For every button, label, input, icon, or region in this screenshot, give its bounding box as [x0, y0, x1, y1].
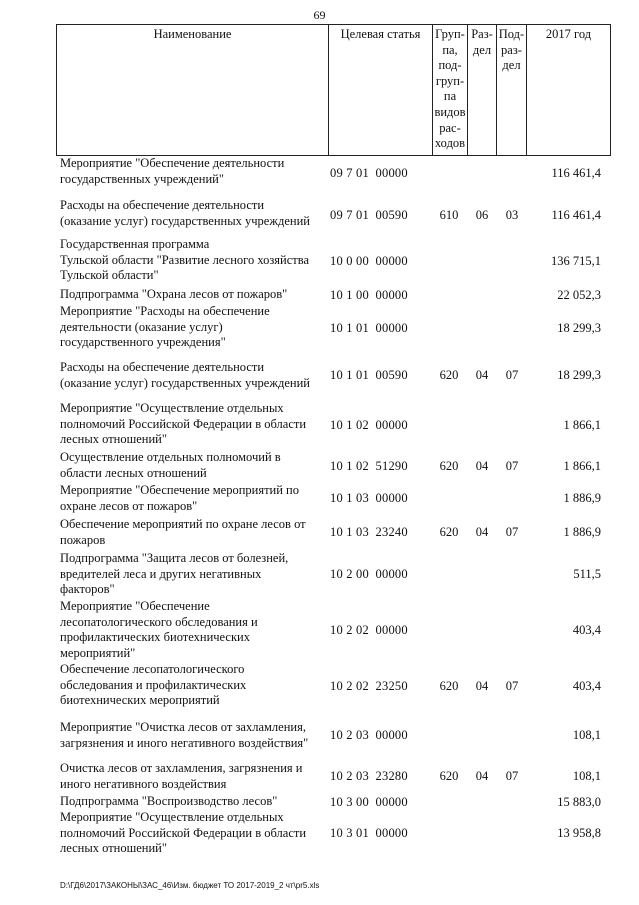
header-target: Целевая статья [328, 25, 432, 155]
row-group: 620 [439, 769, 459, 783]
page-number: 69 [313, 8, 326, 22]
row-name: Подпрограмма "Защита лесов от болезней, вредителей леса и других негативных факторов" [60, 551, 289, 597]
row-name: Мероприятие "Очистка лесов от захламления, загрязнения и иного негативного воздействия" [60, 720, 309, 750]
row-code: 10 1 02 51290 [330, 459, 408, 473]
row-amount: 15 883,0 [557, 795, 601, 809]
row-name: Мероприятие "Обеспечение деятельности государственных учреждений" [60, 156, 285, 186]
row-amount: 403,4 [572, 623, 601, 637]
row-section: 04 [475, 525, 489, 539]
header-year: 2017 год [526, 25, 611, 155]
row-name: Подпрограмма "Воспроизводство лесов" [60, 794, 278, 808]
header-name: Наименование [56, 25, 328, 155]
row-subsection: 07 [505, 679, 519, 693]
row-amount: 22 052,3 [557, 288, 601, 302]
row-code: 10 3 01 00000 [330, 826, 408, 840]
row-code: 10 1 00 00000 [330, 288, 408, 302]
row-amount: 18 299,3 [557, 368, 601, 382]
row-amount: 108,1 [572, 728, 601, 742]
row-amount: 1 866,1 [563, 418, 601, 432]
row-name: Государственная программа Тульской области "Развитие лесного хозяйства Тульской области" [60, 237, 310, 283]
row-subsection: 07 [505, 459, 519, 473]
row-section: 06 [475, 208, 489, 222]
row-amount: 1 866,1 [563, 459, 601, 473]
row-code: 10 1 01 00000 [330, 321, 408, 335]
row-code: 10 2 00 00000 [330, 567, 408, 581]
row-subsection: 03 [505, 208, 519, 222]
row-amount: 116 461,4 [551, 208, 601, 222]
row-code: 09 7 01 00590 [330, 208, 408, 222]
row-name: Обеспечение лесопатологического обследования и профилактических биотехнических мероприятий [60, 662, 247, 708]
row-amount: 136 715,1 [551, 254, 601, 268]
header-subsection: Под- раз- дел [496, 25, 526, 155]
row-name: Подпрограмма "Охрана лесов от пожаров" [60, 287, 288, 301]
row-name: Осуществление отдельных полномочий в области лесных отношений [60, 450, 281, 480]
row-amount: 116 461,4 [551, 166, 601, 180]
row-section: 04 [475, 459, 489, 473]
row-amount: 108,1 [572, 769, 601, 783]
row-code: 10 1 02 00000 [330, 418, 408, 432]
row-section: 04 [475, 769, 489, 783]
row-code: 10 3 00 00000 [330, 795, 408, 809]
header-group: Груп- па, под- груп- па видов рас- ходов [432, 25, 467, 155]
row-group: 620 [439, 459, 459, 473]
row-name: Обеспечение мероприятий по охране лесов от пожаров [60, 517, 306, 547]
row-code: 10 1 01 00590 [330, 368, 408, 382]
row-subsection: 07 [505, 769, 519, 783]
row-code: 10 2 02 23250 [330, 679, 408, 693]
row-group: 620 [439, 679, 459, 693]
row-name: Очистка лесов от захламления, загрязнения и иного негативного воздействия [60, 761, 303, 791]
row-amount: 1 886,9 [563, 491, 601, 505]
row-subsection: 07 [505, 368, 519, 382]
row-name: Мероприятие "Обеспечение лесопатологического обследования и профилактических биотехнических мероприятий" [60, 599, 258, 660]
row-amount: 13 958,8 [557, 826, 601, 840]
file-path-footer: D:\ГД6\2017\ЗАКОНЫ\ЗАС_46\Изм. бюджет ТО 2017-2019_2 чт\pr5.xls [60, 881, 320, 890]
table-header [56, 24, 611, 156]
row-name: Мероприятие "Обеспечение мероприятий по охране лесов от пожаров" [60, 483, 299, 513]
row-group: 620 [439, 368, 459, 382]
row-subsection: 07 [505, 525, 519, 539]
row-amount: 403,4 [572, 679, 601, 693]
row-code: 10 2 03 23280 [330, 769, 408, 783]
row-code: 10 1 03 00000 [330, 491, 408, 505]
row-code: 10 2 02 00000 [330, 623, 408, 637]
row-amount: 1 886,9 [563, 525, 601, 539]
row-group: 620 [439, 525, 459, 539]
row-name: Мероприятие "Расходы на обеспечение деятельности (оказание услуг) государственного учреждения" [60, 304, 270, 350]
row-group: 610 [439, 208, 459, 222]
row-name: Расходы на обеспечение деятельности (оказание услуг) государственных учреждений [60, 198, 310, 228]
row-code: 10 1 03 23240 [330, 525, 408, 539]
row-code: 10 0 00 00000 [330, 254, 408, 268]
row-code: 10 2 03 00000 [330, 728, 408, 742]
row-name: Мероприятие "Осуществление отдельных полномочий Российской Федерации в области лесных отношений" [60, 401, 307, 447]
row-section: 04 [475, 368, 489, 382]
header-section: Раз- дел [467, 25, 496, 155]
row-name: Мероприятие "Осуществление отдельных полномочий Российской Федерации в области лесных отношений" [60, 810, 307, 856]
row-name: Расходы на обеспечение деятельности (оказание услуг) государственных учреждений [60, 360, 310, 390]
row-section: 04 [475, 679, 489, 693]
row-amount: 511,5 [573, 567, 601, 581]
row-code: 09 7 01 00000 [330, 166, 408, 180]
row-amount: 18 299,3 [557, 321, 601, 335]
